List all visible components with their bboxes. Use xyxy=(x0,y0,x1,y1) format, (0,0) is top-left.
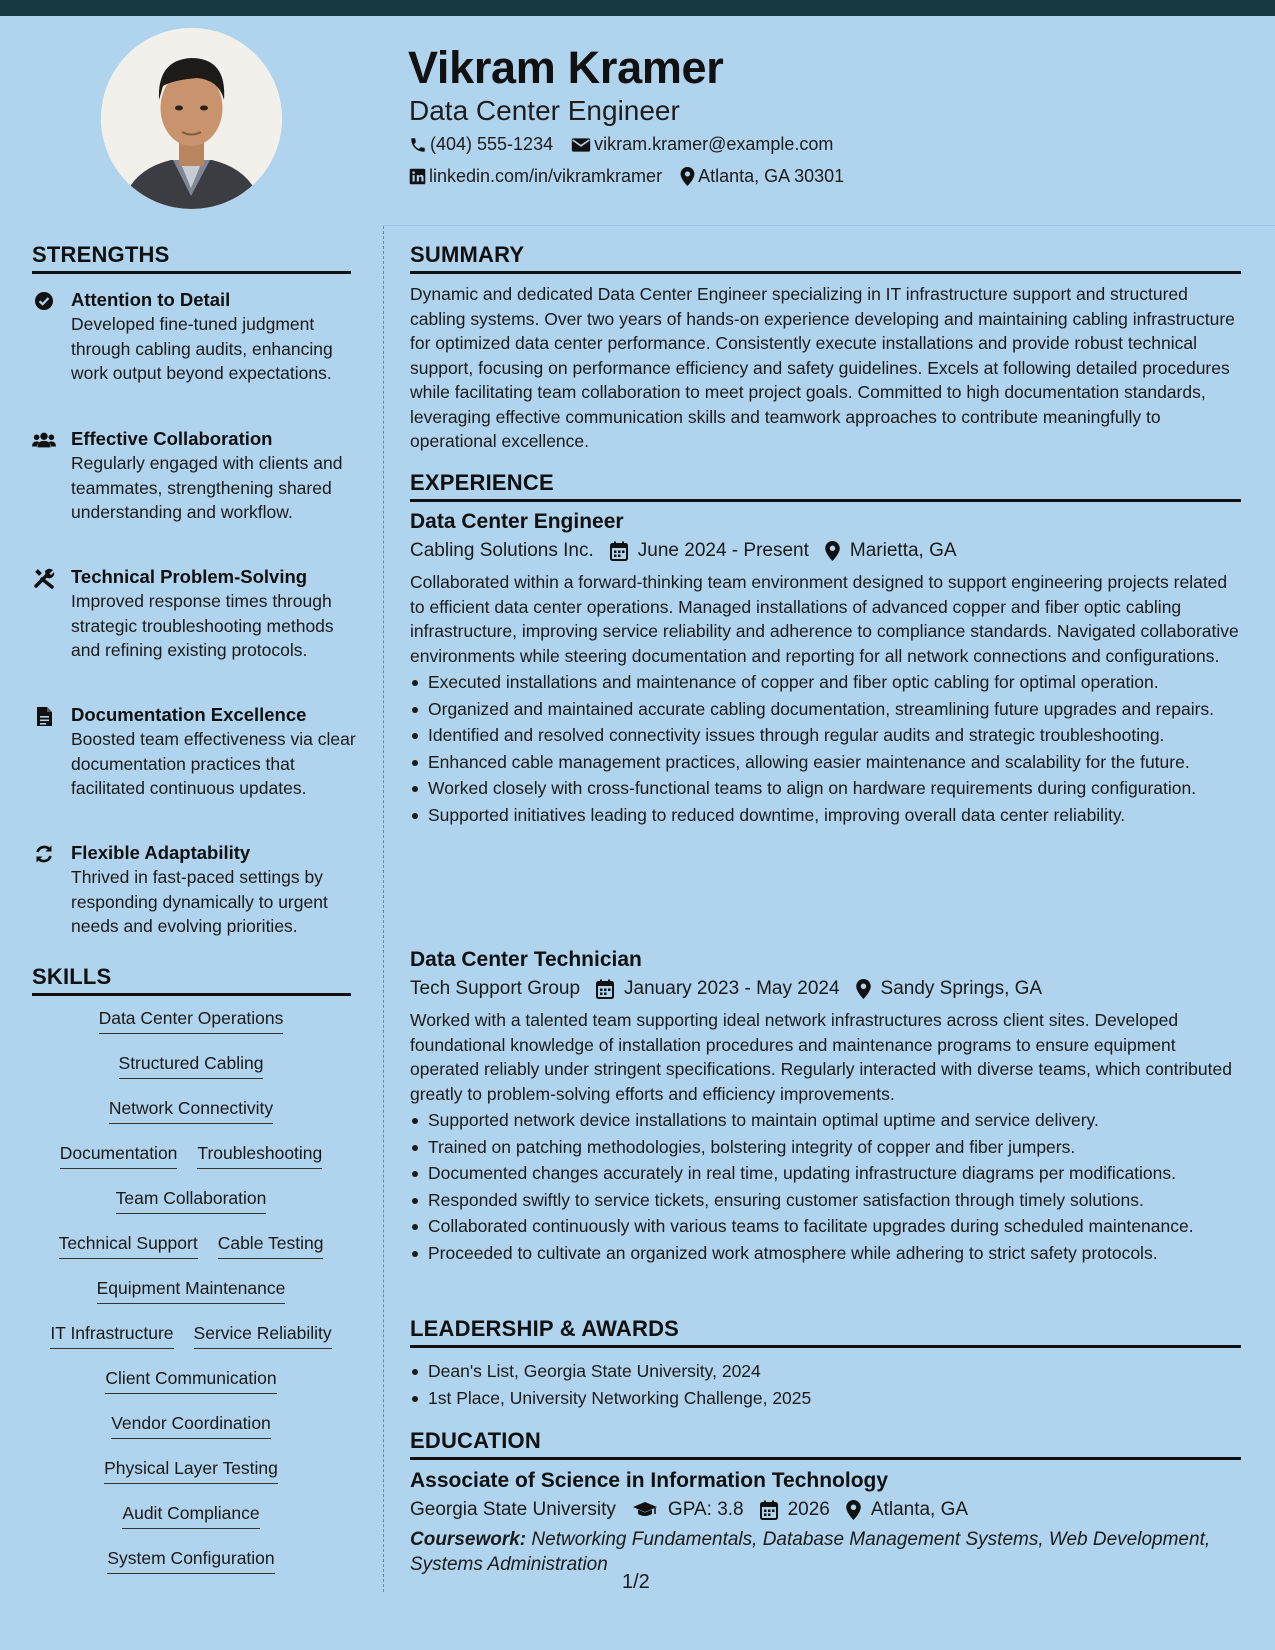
job-bullets xyxy=(410,670,1240,827)
job-bullet: Executed installations and maintenance of copper and fiber optic cabling for optimal operation. xyxy=(410,670,1240,695)
skill-tag: Client Communication xyxy=(105,1368,276,1394)
job-location: Marietta, GA xyxy=(825,540,957,562)
job-title: Data Center Engineer xyxy=(410,510,624,533)
skill-tag: System Configuration xyxy=(107,1548,274,1574)
candidate-name: Vikram Kramer xyxy=(408,42,724,93)
strength-description: Thrived in fast-paced settings by responding dynamically to urgent needs and evolving priorities. xyxy=(71,867,328,936)
skill-tag: Equipment Maintenance xyxy=(97,1278,286,1304)
strength-title: Technical Problem-Solving xyxy=(71,566,308,587)
strength-item xyxy=(32,427,362,525)
coursework xyxy=(410,1527,1240,1577)
strength-item xyxy=(32,703,362,801)
candidate-title: Data Center Engineer xyxy=(409,95,680,126)
email-address: vikram.kramer@example.com xyxy=(594,134,834,154)
award-item: Dean's List, Georgia State University, 2024 xyxy=(410,1359,1240,1384)
awards-heading: LEADERSHIP & AWARDS xyxy=(410,1316,1241,1348)
skill-tag: Data Center Operations xyxy=(99,1008,284,1034)
profile-photo xyxy=(101,28,282,209)
job-description: Worked with a talented team supporting ideal network infrastructures across client sites. Developed foundational knowledge of installation procedures and maintenance programs to ensure equipment operated reliably under stringent specifications. Regularly interacted with diverse teams, which contributed greatly to problem-solving efforts and efficiency improvements. xyxy=(410,1010,1232,1104)
linkedin-url: linkedin.com/in/vikramkramer xyxy=(429,166,663,186)
users-icon xyxy=(32,429,56,451)
skills-heading: SKILLS xyxy=(32,964,351,996)
job-bullet: Proceeded to cultivate an organized work atmosphere while adhering to strict safety protocols. xyxy=(410,1241,1240,1266)
strength-title: Documentation Excellence xyxy=(71,704,307,725)
skill-tag: Vendor Coordination xyxy=(111,1413,271,1439)
strength-title: Effective Collaboration xyxy=(71,428,273,449)
skill-tag: Cable Testing xyxy=(218,1233,324,1259)
graduation-cap-icon xyxy=(632,1501,658,1519)
awards-list xyxy=(410,1359,1240,1412)
job-title: Data Center Technician xyxy=(410,948,642,971)
location-contact xyxy=(680,166,844,187)
summary-heading: SUMMARY xyxy=(410,242,1241,274)
coursework-label: Coursework: xyxy=(410,1529,527,1550)
award-item: 1st Place, University Networking Challenge, 2025 xyxy=(410,1386,1240,1411)
skill-tag: Troubleshooting xyxy=(197,1143,322,1169)
skill-tag: Audit Compliance xyxy=(122,1503,259,1529)
job-bullet: Supported network device installations to maintain optimal uptime and service delivery. xyxy=(410,1108,1240,1133)
graduation-year: 2026 xyxy=(760,1499,830,1521)
job-bullets xyxy=(410,1108,1240,1265)
strength-item xyxy=(32,841,362,939)
skill-tag: Documentation xyxy=(60,1143,178,1169)
document-icon xyxy=(32,705,56,727)
contact-row-2 xyxy=(409,166,862,187)
education-entry xyxy=(410,1469,1240,1577)
map-pin-icon xyxy=(680,167,695,186)
job-bullet: Worked closely with cross-functional teams to align on hardware requirements during configuration. xyxy=(410,776,1240,801)
tools-icon xyxy=(32,567,56,589)
sync-icon xyxy=(32,843,56,865)
job-bullet: Organized and maintained accurate cabling documentation, streamlining future upgrades and repairs. xyxy=(410,697,1240,722)
skill-tag: Technical Support xyxy=(59,1233,198,1259)
company-name: Cabling Solutions Inc. xyxy=(410,540,594,561)
job-bullet: Trained on patching methodologies, bolstering integrity of copper and fiber jumpers. xyxy=(410,1135,1240,1160)
skill-tag: Network Connectivity xyxy=(109,1098,273,1124)
phone-icon xyxy=(409,136,427,154)
check-circle-icon xyxy=(32,290,56,312)
job-location: Sandy Springs, GA xyxy=(856,978,1043,1000)
school-name: Georgia State University xyxy=(410,1499,616,1520)
calendar-icon xyxy=(596,979,614,999)
linkedin-icon xyxy=(409,168,426,185)
summary-text: Dynamic and dedicated Data Center Engineer specializing in IT infrastructure support and structured cabling systems. Over two years of hands-on experience developing and maintaining cabling infrastructure for optimized data center performance. Consistently execute installations and provide robust technical support, focusing on performance efficiency and safety guidelines. Excels at following detailed procedures while facilitating team collaboration to meet project goals. Committed to high documentation standards, leveraging effective communication skills and teamwork approaches to contribute meaningfully to operational excellence. xyxy=(410,284,1235,451)
education-meta xyxy=(410,1499,1240,1521)
map-pin-icon xyxy=(825,541,840,561)
experience-heading: EXPERIENCE xyxy=(410,470,1241,502)
email-contact[interactable] xyxy=(571,134,833,155)
strength-description: Regularly engaged with clients and teammates, strengthening shared understanding and workflow. xyxy=(71,453,343,522)
skill-tag: IT Infrastructure xyxy=(50,1323,173,1349)
job-bullet: Supported initiatives leading to reduced downtime, improving overall data center reliability. xyxy=(410,803,1240,828)
calendar-icon xyxy=(760,1500,778,1520)
skill-tag: Physical Layer Testing xyxy=(104,1458,278,1484)
strength-description: Improved response times through strategic troubleshooting methods and refining existing protocols. xyxy=(71,591,334,660)
job-entry xyxy=(410,510,1240,829)
location-text: Atlanta, GA 30301 xyxy=(698,166,845,186)
job-bullet: Identified and resolved connectivity issues through regular audits and strategic troubleshooting. xyxy=(410,723,1240,748)
contact-row-1 xyxy=(409,134,851,155)
gpa: GPA: 3.8 xyxy=(632,1499,744,1521)
skills-list xyxy=(32,1008,350,1593)
strength-description: Boosted team effectiveness via clear documentation practices that facilitated continuous updates. xyxy=(71,729,356,798)
job-bullet: Enhanced cable management practices, allowing easier maintenance and scalability for the future. xyxy=(410,750,1240,775)
strength-item xyxy=(32,565,362,663)
job-bullet: Collaborated continuously with various teams to facilitate upgrades during scheduled maintenance. xyxy=(410,1214,1240,1239)
strength-title: Attention to Detail xyxy=(71,289,231,310)
job-description: Collaborated within a forward-thinking team environment designed to support engineering projects related to efficient data center operations. Managed installations of advanced copper and fiber optic cabling infrastructure, improving service reliability and adherence to compliance standards. Navigated collaborative environments while steering documentation and reporting for all network connections and configurations. xyxy=(410,572,1239,666)
map-pin-icon xyxy=(846,1500,861,1520)
job-dates: January 2023 - May 2024 xyxy=(596,978,839,1000)
header-divider xyxy=(383,225,1275,226)
education-heading: EDUCATION xyxy=(410,1428,1241,1460)
company-name: Tech Support Group xyxy=(410,978,581,999)
strength-title: Flexible Adaptability xyxy=(71,842,251,863)
job-meta xyxy=(410,978,1240,1000)
skill-tag: Structured Cabling xyxy=(119,1053,264,1079)
coursework-list: Networking Fundamentals, Database Management Systems, Web Development, Systems Administration xyxy=(410,1529,1211,1575)
job-bullet: Documented changes accurately in real time, updating infrastructure diagrams per modifications. xyxy=(410,1161,1240,1186)
linkedin-contact[interactable] xyxy=(409,166,662,187)
strengths-heading: STRENGTHS xyxy=(32,242,351,274)
strength-item xyxy=(32,288,362,386)
map-pin-icon xyxy=(856,979,871,999)
job-meta xyxy=(410,540,1240,562)
job-dates: June 2024 - Present xyxy=(610,540,809,562)
envelope-icon xyxy=(571,137,591,153)
education-location: Atlanta, GA xyxy=(846,1499,968,1521)
phone-number: (404) 555-1234 xyxy=(430,134,554,154)
calendar-icon xyxy=(610,541,628,561)
column-divider xyxy=(383,226,384,1592)
job-bullet: Responded swiftly to service tickets, ensuring customer satisfaction through timely solutions. xyxy=(410,1188,1240,1213)
phone-contact[interactable] xyxy=(409,134,553,155)
degree-title: Associate of Science in Information Technology xyxy=(410,1469,889,1492)
top-bar xyxy=(0,0,1275,16)
skill-tag: Service Reliability xyxy=(194,1323,332,1349)
strength-description: Developed fine-tuned judgment through cabling audits, enhancing work output beyond expectations. xyxy=(71,314,333,383)
job-entry xyxy=(410,948,1240,1267)
page-number: 1/2 xyxy=(622,1571,650,1593)
skill-tag: Team Collaboration xyxy=(116,1188,267,1214)
